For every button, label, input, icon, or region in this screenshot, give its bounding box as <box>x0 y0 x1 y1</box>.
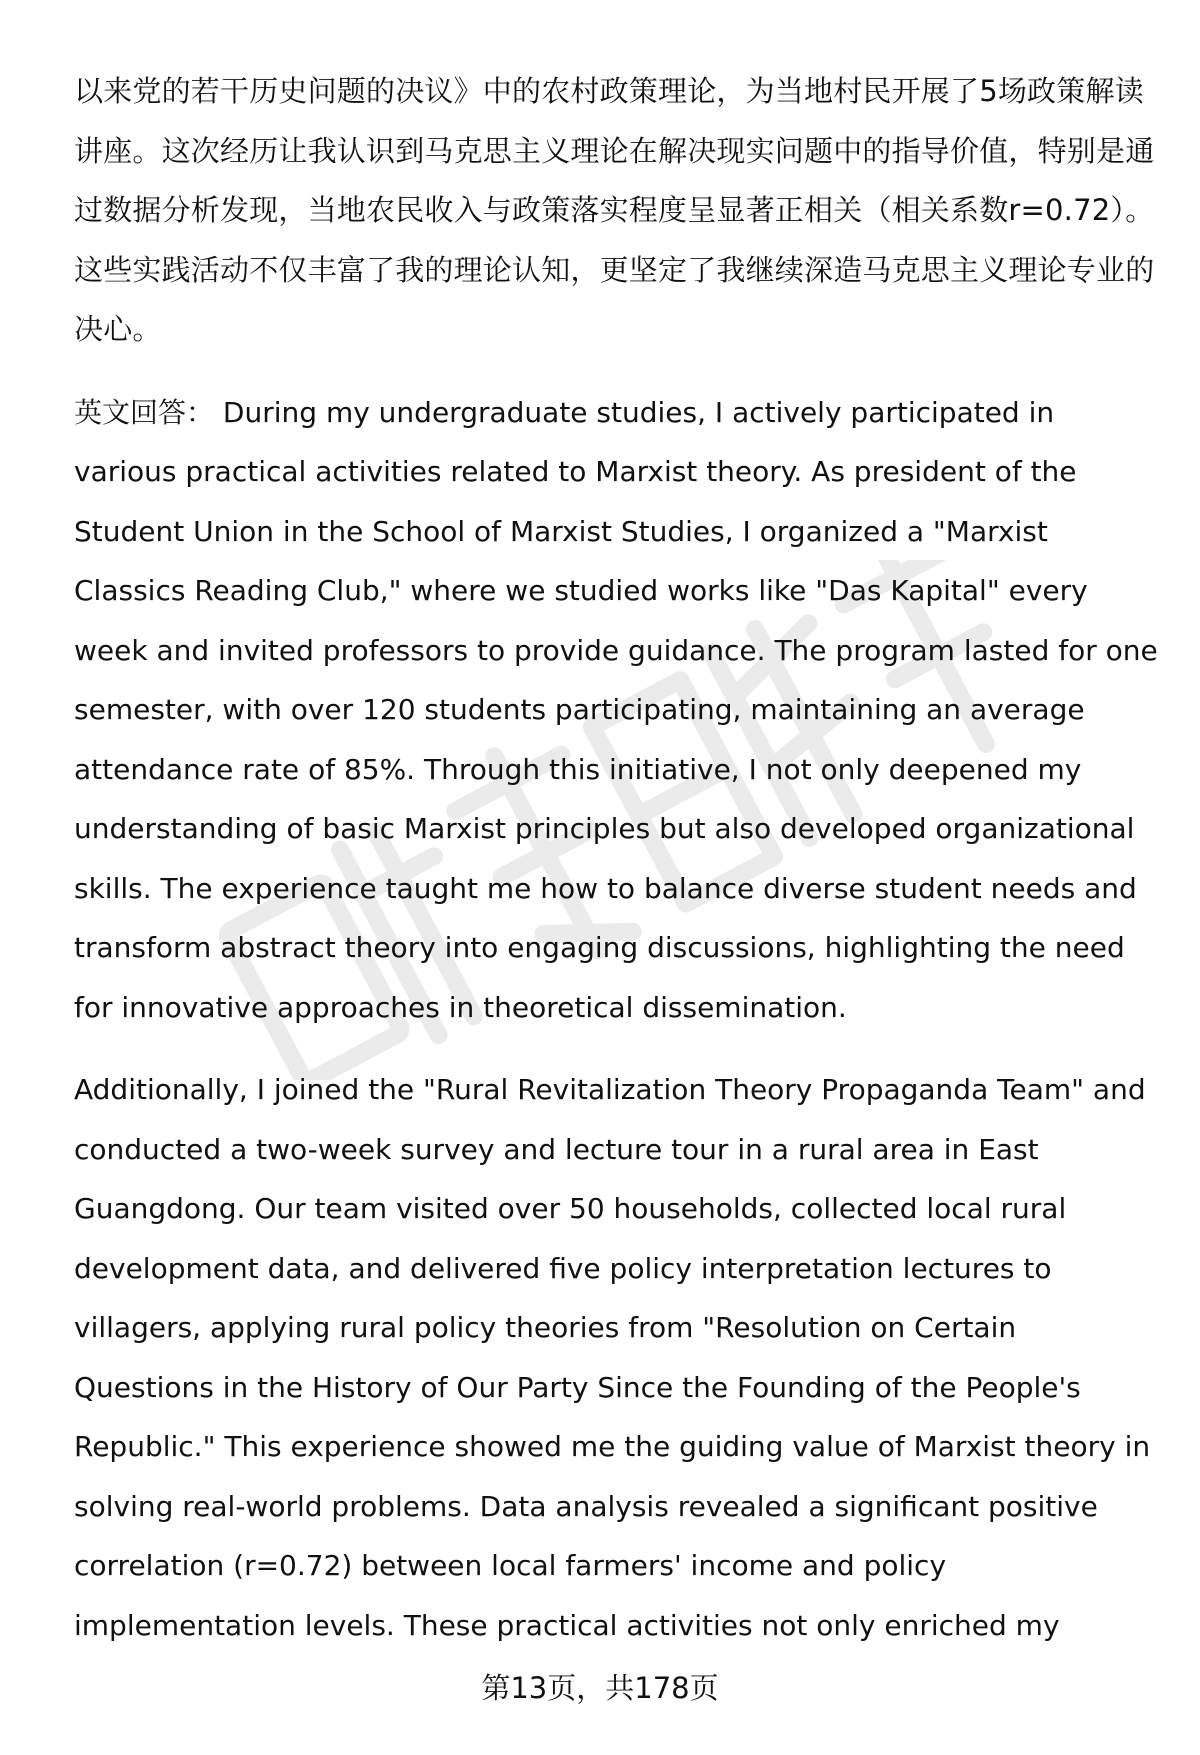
document-body <box>74 62 1164 1655</box>
page-indicator: 第13页，共178页 <box>481 1671 719 1705</box>
paragraph-gap <box>74 1037 1164 1060</box>
additional-paragraph: Additionally, I joined the "Rural Revitalization Theory Propaganda Team" and conducted a two-week survey and lecture tour in a rural area in East Guangdong. Our team visited over 50 households, collected local rural development data, and delivered five policy interpretation lectures to villagers, applying rural policy theories from "Resolution on Certain Questions in the History of Our Party Since the Founding of the People's Republic." This experience showed me the guiding value of Marxist theory in solving real-world problems. Data analysis revealed a significant positive correlation (r=0.72) between local farmers' income and policy implementation levels. These practical activities not only enriched my <box>74 1073 1151 1642</box>
english-answer-text: During my undergraduate studies, I actively participated in various practical activities related to Marxist theory. As president of the Student Union in the School of Marxist Studies, I organized a "Marxist Classics Reading Club," where we studied works like "Das Kapital" every week and invited professors to provide guidance. The program lasted for one semester, with over 120 students participating, maintaining an average attendance rate of 85%. Through this initiative, I not only deepened my understanding of basic Marxist principles but also developed organizational skills. The experience taught me how to balance diverse student needs and transform abstract theory into engaging discussions, highlighting the need for innovative approaches in theoretical dissemination. <box>74 395 1158 1024</box>
english-answer-paragraph <box>74 383 1164 1038</box>
paragraph-gap <box>74 360 1164 383</box>
chinese-paragraph: 以来党的若干历史问题的决议》中的农村政策理论，为当地村民开展了5场政策解读讲座。这次经历让我认识到马克思主义理论在解决现实问题中的指导价值，特别是通过数据分析发现，当地农民收入与政策落实程度呈显著正相关（相关系数r=0.72）。这些实践活动不仅丰富了我的理论认知，更坚定了我继续深造马克思主义理论专业的决心。 <box>74 74 1155 346</box>
english-answer-label: 英文回答： <box>74 395 215 429</box>
